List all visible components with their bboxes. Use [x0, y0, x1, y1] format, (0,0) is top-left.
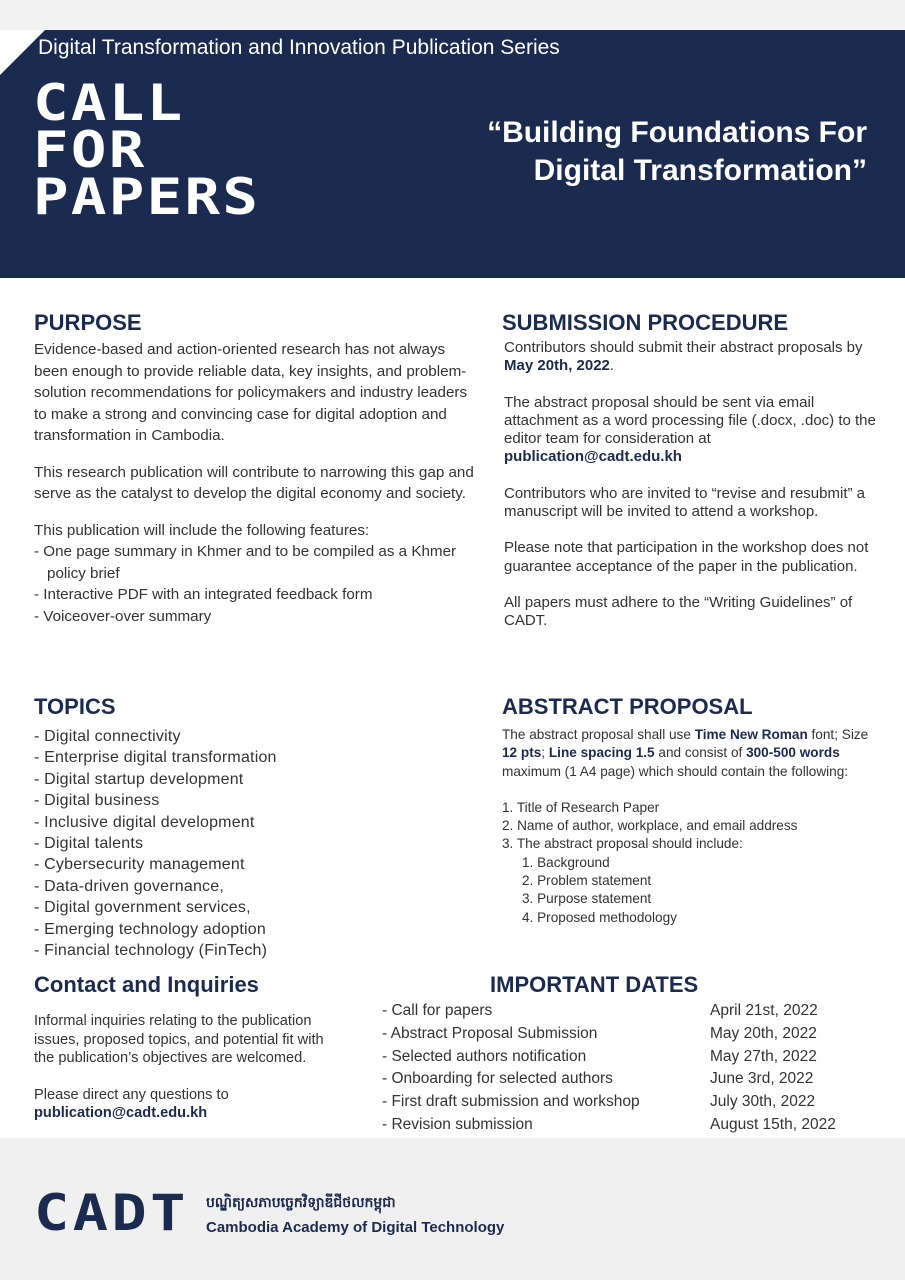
cfp-line-2: FOR: [33, 121, 147, 179]
abstract-requirements: [502, 799, 882, 927]
topic-item: - Cybersecurity management: [34, 856, 245, 874]
topic-item: - Inclusive digital development: [34, 813, 255, 831]
purpose-paragraph-1: Evidence-based and action-oriented research has not always been enough to provide reliable data, key insights, and problem-solution recommendations for policymakers and industry leaders to make a strong and convincing case for digital adoption and transformation in Cambodia.: [34, 341, 468, 444]
deadline-date: May 20th, 2022: [504, 357, 610, 375]
date-label: - Onboarding for selected authors: [382, 1070, 613, 1088]
submission-paragraph-5: All papers must adhere to the “Writing Guidelines” of CADT.: [504, 593, 853, 630]
cadt-logo: CADT: [34, 1184, 189, 1242]
topic-item: - Digital government services,: [34, 899, 251, 917]
institution-name: Cambodia Academy of Digital Technology: [206, 1219, 505, 1236]
topic-item: - Digital business: [34, 792, 160, 810]
date-value: May 27th, 2022: [710, 1047, 817, 1065]
submission-paragraph-1: Contributors should submit their abstract proposals by May 20th, 2022.: [504, 339, 863, 375]
date-row: [382, 1023, 882, 1046]
contact-paragraph-2: Please direct any questions to: [34, 1086, 229, 1103]
abstract-intro: The abstract proposal shall use Time New Roman font; Size 12 pts; Line spacing 1.5 and consist of 300-500 words maximum (1 A4 page) which should contain the following:: [502, 727, 869, 779]
contact-heading: Contact and Inquiries: [34, 972, 259, 997]
date-row: [382, 1114, 882, 1137]
topic-item: - Emerging technology adoption: [34, 920, 266, 938]
submission-email[interactable]: publication@cadt.edu.kh: [504, 448, 682, 466]
features-list: [34, 541, 474, 627]
submission-heading: SUBMISSION PROCEDURE: [502, 310, 789, 335]
topics-heading: TOPICS: [34, 694, 116, 719]
submission-paragraph-3: Contributors who are invited to “revise and resubmit” a manuscript will be invited to attend a workshop.: [504, 484, 865, 521]
date-row: [382, 1046, 882, 1069]
quote-line-2: Digital Transformation”: [533, 154, 867, 187]
requirement-item: 3. The abstract proposal should include:: [502, 836, 743, 852]
contact-email[interactable]: publication@cadt.edu.kh: [34, 1105, 208, 1121]
requirement-subitem: 3. Purpose statement: [522, 891, 652, 907]
requirement-subitem: 4. Proposed methodology: [522, 909, 677, 925]
requirement-subitem: 2. Problem statement: [522, 873, 652, 889]
abstract-body: [502, 726, 882, 927]
khmer-institution-name: បណ្ឌិត្យសភាបច្ចេកវិទ្យាឌីជីថលកម្ពុជា: [206, 1194, 396, 1210]
date-value: August 15th, 2022: [710, 1115, 836, 1133]
date-value: July 30th, 2022: [710, 1093, 816, 1111]
date-row: [382, 1000, 882, 1023]
dates-heading: IMPORTANT DATES: [490, 972, 699, 997]
abstract-heading: ABSTRACT PROPOSAL: [502, 694, 753, 719]
topic-item: - Digital startup development: [34, 770, 244, 788]
topic-item: - Digital talents: [34, 835, 144, 853]
quote-line-1: “Building Foundations For: [487, 116, 867, 149]
submission-body: [504, 339, 884, 631]
date-row: [382, 1091, 882, 1114]
requirement-item: 1. Title of Research Paper: [502, 799, 660, 815]
contact-body: [34, 1012, 334, 1123]
date-value: May 20th, 2022: [710, 1024, 817, 1042]
topic-item: - Data-driven governance,: [34, 877, 224, 895]
purpose-paragraph-2: This research publication will contribute to narrowing this gap and serve as the catalyst to develop the digital economy and society.: [34, 463, 474, 502]
dates-table: [382, 1000, 882, 1160]
submission-paragraph-2: The abstract proposal should be sent via email attachment as a word processing file (.docx, .doc) to the editor team for consideration at publication@cadt.edu.kh: [504, 393, 876, 466]
topic-item: - Digital connectivity: [34, 728, 181, 745]
contact-paragraph-1: Informal inquiries relating to the publication issues, proposed topics, and potential fit with the publication’s objectives are welcomed.: [34, 1013, 324, 1066]
feature-item: - One page summary in Khmer and to be compiled as a Khmer policy brief: [34, 543, 457, 582]
topics-list: [34, 726, 277, 961]
cfp-line-1: CALL: [33, 74, 185, 132]
date-label: - Abstract Proposal Submission: [382, 1024, 598, 1042]
theme-quote: [487, 114, 867, 190]
feature-item: - Interactive PDF with an integrated feedback form: [34, 586, 373, 603]
date-label: - Call for papers: [382, 1002, 493, 1019]
date-label: - Selected authors notification: [382, 1047, 587, 1065]
top-strip: [0, 0, 905, 30]
date-row: [382, 1068, 882, 1091]
purpose-paragraph-3: This publication will include the following features:: [34, 521, 370, 539]
series-title: Digital Transformation and Innovation Publication Series: [38, 36, 560, 59]
submission-paragraph-4: Please note that participation in the workshop does not guarantee acceptance of the paper in the publication.: [504, 539, 869, 575]
call-for-papers-title: [33, 74, 261, 226]
date-label: - Revision submission: [382, 1115, 533, 1133]
feature-item: - Voiceover-over summary: [34, 607, 212, 625]
date-label: - First draft submission and workshop: [382, 1093, 640, 1111]
purpose-heading: PURPOSE: [34, 310, 142, 335]
topic-item: - Financial technology (FinTech): [34, 942, 268, 960]
requirement-item: 2. Name of author, workplace, and email address: [502, 818, 798, 834]
date-value: April 21st, 2022: [710, 1002, 818, 1019]
topic-item: - Enterprise digital transformation: [34, 749, 277, 767]
requirement-subitem: 1. Background: [522, 854, 610, 870]
purpose-body: [34, 339, 474, 627]
cfp-line-3: PAPERS: [33, 168, 261, 226]
date-value: June 3rd, 2022: [710, 1070, 814, 1088]
